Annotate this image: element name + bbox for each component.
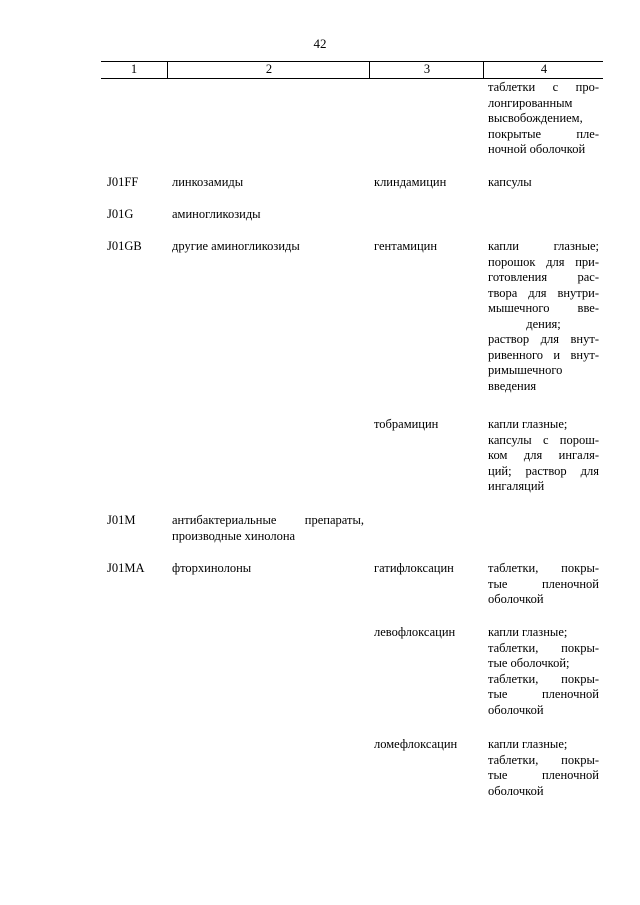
dosage-form-line: порошок для при- (488, 254, 599, 269)
dosage-form-line: таблетки, покры- (488, 752, 599, 767)
dosage-form-line: ночной оболочкой (488, 142, 586, 156)
dosage-form-line: капли глазные; (488, 625, 568, 639)
dosage-form-line: таблетки, покры- (488, 561, 599, 575)
dosage-form-line: оболочкой (488, 783, 544, 798)
drug-name: гентамицин (374, 239, 438, 253)
dosage-form-line: тые пленочной (488, 576, 599, 591)
dosage-form-line: раствор для внут- (488, 332, 599, 346)
atc-group: аминогликозиды (172, 207, 261, 221)
header-col-4: 4 (483, 62, 604, 78)
dosage-form-line: таблетки, покры- (488, 640, 599, 655)
header-col-1: 1 (130, 62, 138, 76)
dosage-form-line: оболочкой (488, 592, 544, 606)
dosage-form-line: тые оболочкой; (488, 656, 570, 670)
dosage-form-line: ций; раствор для (488, 463, 599, 478)
atc-group: линкозамиды (172, 175, 244, 189)
drug-name: ломефлоксацин (374, 737, 458, 751)
atc-code: J01MA (107, 561, 145, 575)
dosage-form-line: капсулы с порош- (488, 432, 599, 447)
atc-group-line: производные хинолона (172, 528, 296, 543)
dosage-form-line: лонгированным (488, 95, 573, 110)
drug-name: гатифлоксацин (374, 561, 454, 575)
dosage-form-line: ривенного и внут- (488, 347, 599, 362)
header-col-2: 2 (167, 62, 370, 78)
dosage-form (488, 239, 599, 394)
dosage-form-line: капли глазные; (488, 737, 568, 751)
atc-group: фторхинолоны (172, 561, 252, 575)
dosage-form-line: дения; (526, 316, 561, 331)
dosage-form (488, 561, 599, 608)
dosage-form-line: готовления рас- (488, 270, 599, 284)
dosage-form-line: тые пленочной (488, 687, 599, 701)
drug-name: клиндамицин (374, 175, 447, 189)
header-col-3: 3 (369, 62, 484, 78)
dosage-form-line: высвобождением, (488, 111, 583, 125)
dosage-form-line: капли глазные; (488, 417, 568, 431)
atc-group: другие аминогликозиды (172, 239, 300, 253)
dosage-form-line: оболочкой (488, 702, 544, 717)
dosage-form-line: ингаляций (488, 479, 545, 493)
dosage-form-line: введения (488, 378, 537, 393)
page-number: 42 (313, 36, 327, 51)
dosage-form-line: твора для внутри- (488, 285, 599, 300)
dosage-form-line: ком для ингаля- (488, 448, 599, 462)
dosage-form-line: мышечного вве- (488, 301, 599, 315)
table-header (101, 61, 603, 79)
atc-code: J01G (107, 207, 134, 221)
dosage-form (488, 175, 599, 191)
dosage-form (488, 625, 599, 718)
dosage-form-line: капли глазные; (488, 239, 599, 253)
drug-name: левофлоксацин (374, 625, 456, 639)
atc-group (172, 513, 364, 544)
dosage-form-line: тые пленочной (488, 768, 599, 782)
atc-group-line: антибактериальные препараты, (172, 513, 364, 527)
dosage-form-line: капсулы (488, 175, 532, 189)
dosage-form-line: римышечного (488, 363, 563, 377)
dosage-form-line: таблетки с про- (488, 80, 599, 94)
atc-code: J01FF (107, 175, 139, 189)
dosage-form (488, 417, 599, 495)
dosage-form-line: таблетки, покры- (488, 671, 599, 686)
drug-name: тобрамицин (374, 417, 439, 431)
dosage-form (488, 737, 599, 799)
dosage-form-line: покрытые пле- (488, 126, 599, 141)
atc-code: J01GB (107, 239, 142, 253)
dosage-form (488, 80, 599, 158)
atc-code: J01M (107, 513, 136, 527)
